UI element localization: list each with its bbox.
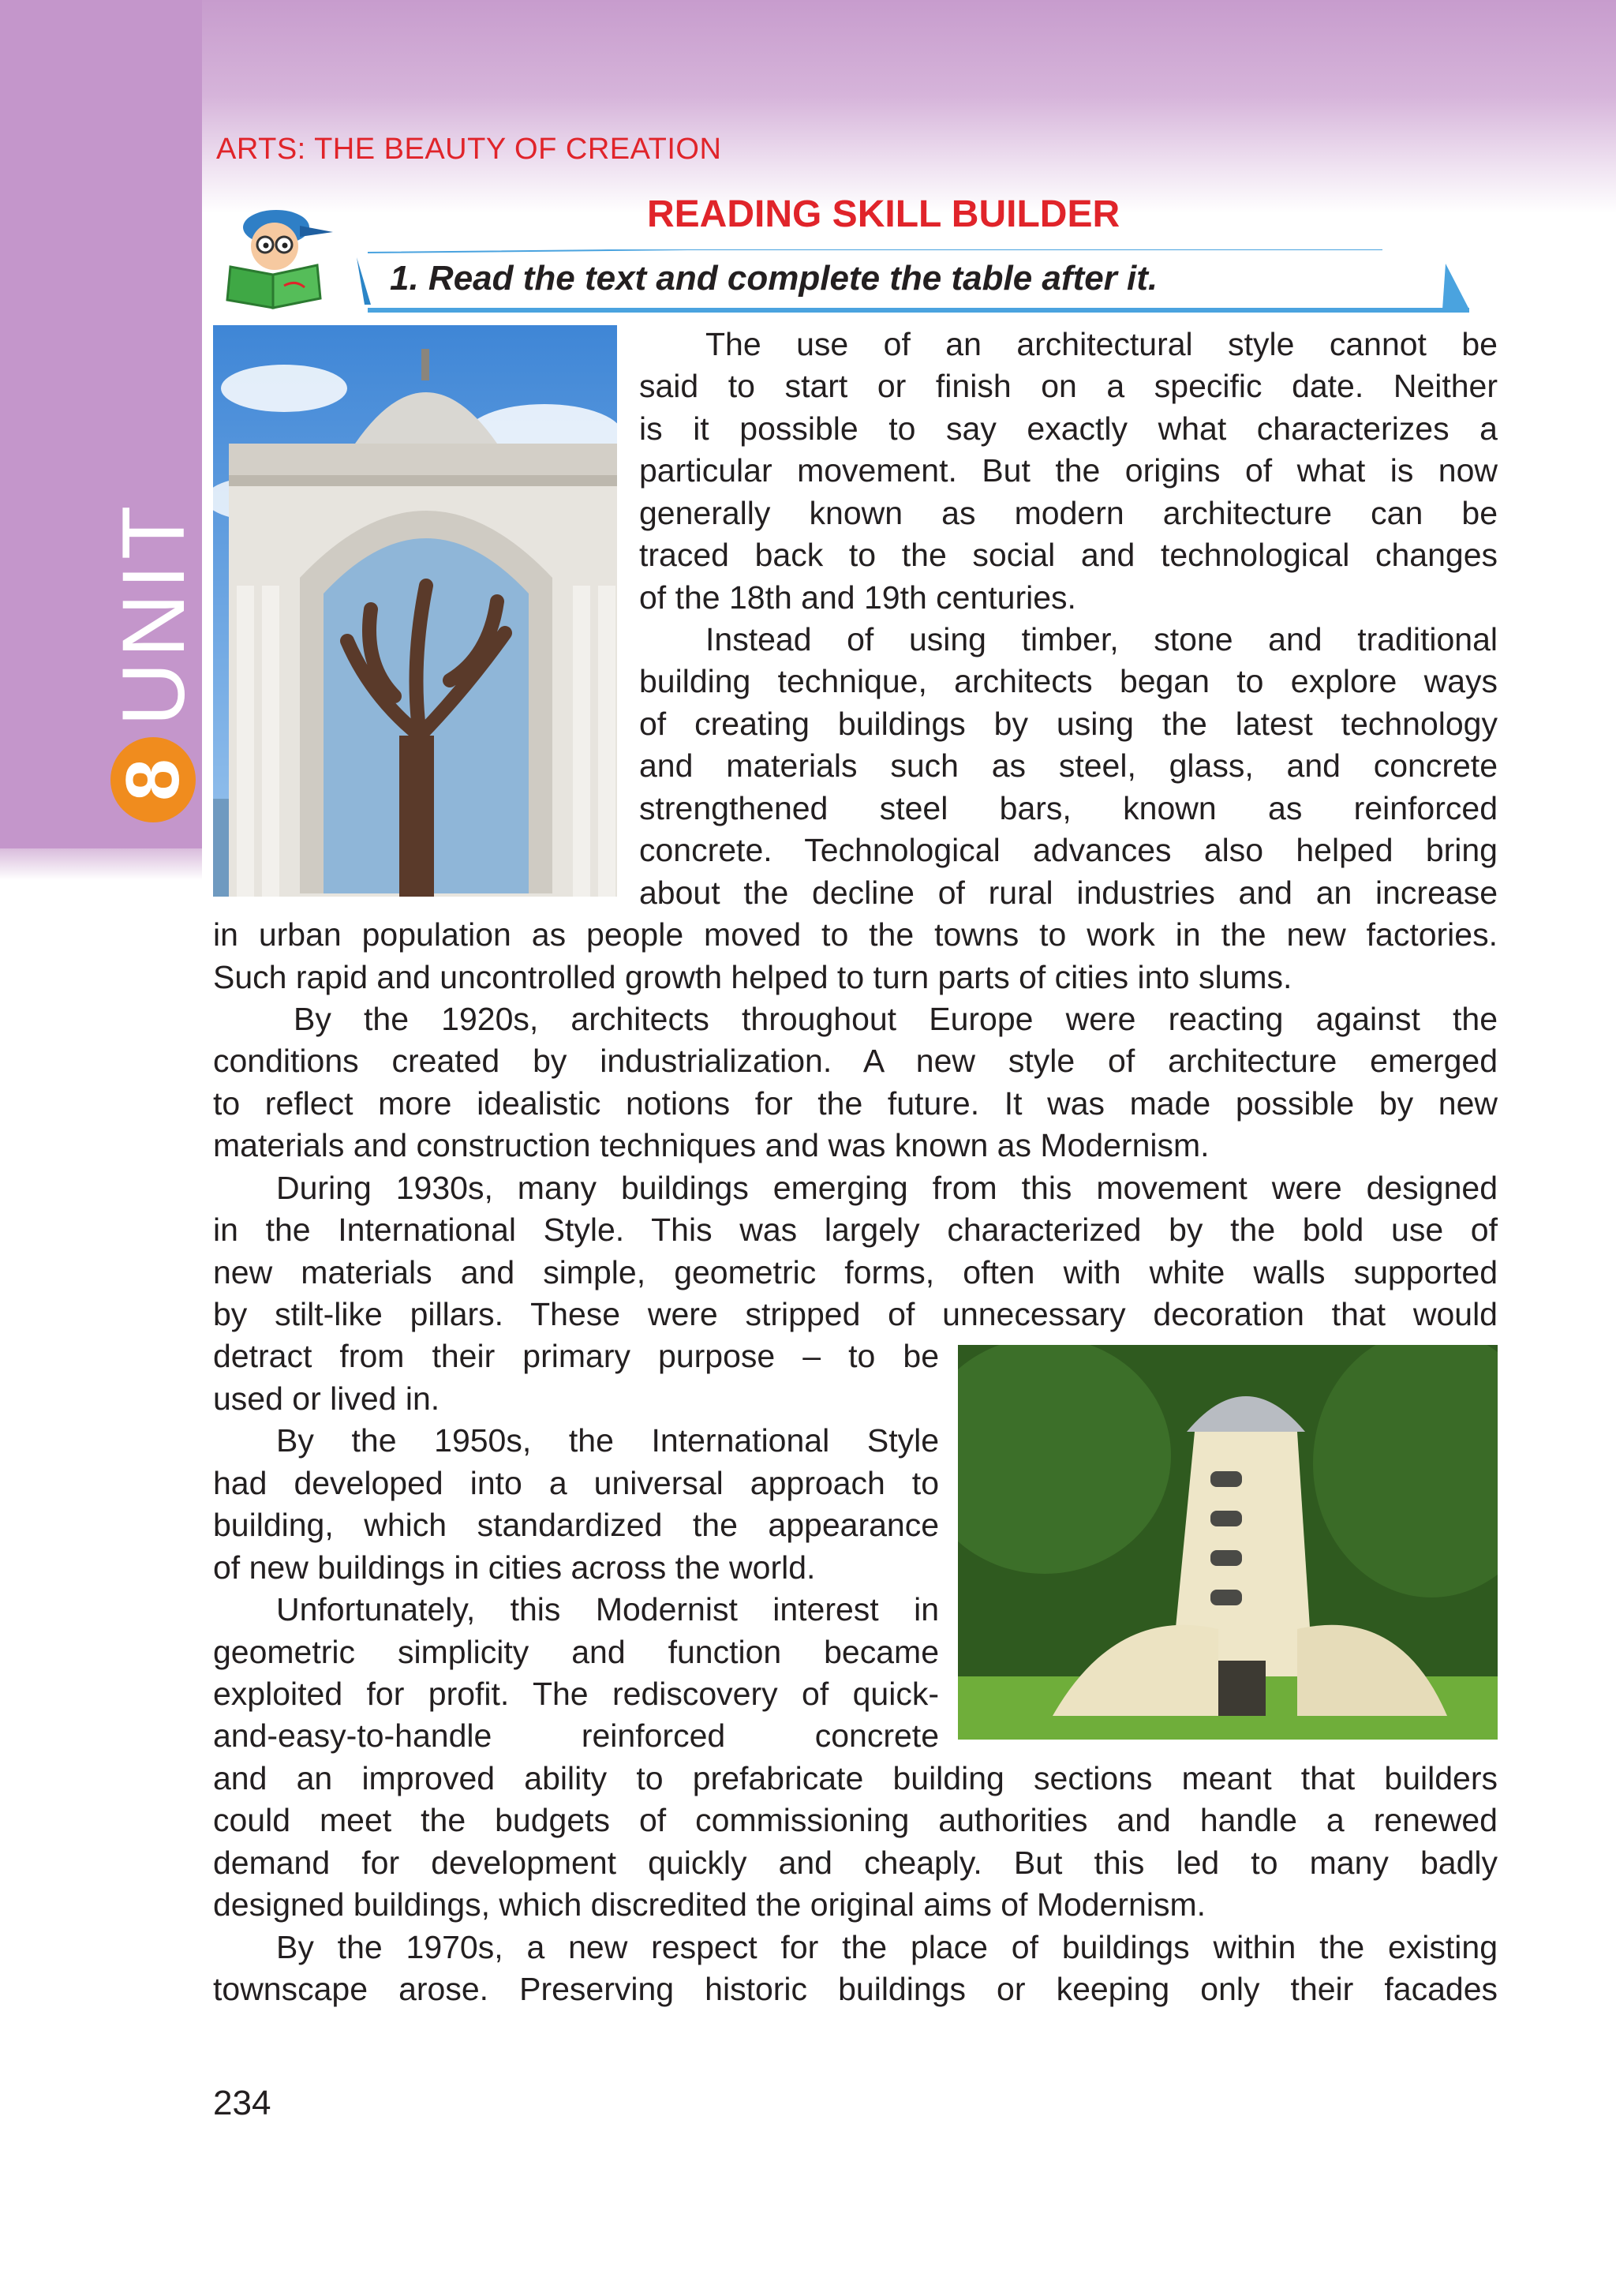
text-line: Unfortunately, this Modernist interest in [276,1591,939,1627]
text-line: detract from their primary purpose – to be [213,1338,939,1374]
unit-side-band-fade [0,848,202,880]
text-line: exploited for profit. The rediscovery of quick- [213,1676,939,1712]
text-line: by stilt-like pillars. These were stripped of unnecessary decoration that would [213,1296,1498,1332]
palace-photo [213,325,617,897]
text-line: concrete. Technological advances also helped bring [639,832,1498,868]
text-line: particular movement. But the origins of what is now [639,452,1498,489]
text-line: building, which standardized the appearance [213,1507,939,1543]
text-line: By the 1920s, architects throughout Europe were reacting against the [294,1001,1498,1037]
text-line: is it possible to say exactly what characterizes a [639,410,1498,447]
text-line: materials and construction techniques and was known as Modernism. [213,1127,1210,1163]
text-line: conditions created by industrialization. A new style of architecture emerged [213,1043,1498,1079]
page-heading: READING SKILL BUILDER [647,193,1120,235]
text-line: By the 1950s, the International Style [276,1422,939,1459]
text-line: generally known as modern architecture can be [639,495,1498,531]
text-line: During 1930s, many buildings emerging from this movement were designed [276,1170,1498,1206]
text-line: had developed into a universal approach to [213,1465,939,1501]
unit-number: 8 [110,737,196,822]
text-line: townscape arose. Preserving historic buildings or keeping only their facades [213,1971,1498,2007]
text-line: of creating buildings by using the latest technology [639,706,1498,742]
text-line: demand for development quickly and cheaply. But this led to many badly [213,1845,1498,1881]
text-line: and an improved ability to prefabricate building sections meant that builders [213,1760,1498,1796]
text-line: designed buildings, which discredited the original aims of Modernism. [213,1886,1206,1923]
text-line: to reflect more idealistic notions for the future. It was made possible by new [213,1085,1498,1122]
text-line: used or lived in. [213,1380,440,1417]
section-title: ARTS: THE BEAUTY OF CREATION [216,133,722,166]
text-line: traced back to the social and technological changes [639,537,1498,573]
observatory-tower-photo [958,1345,1498,1740]
text-line: and-easy-to-handle reinforced concrete [213,1717,939,1754]
reading-boy-icon [207,197,341,316]
task-instruction: 1. Read the text and complete the table after it. [390,259,1158,298]
text-line: could meet the budgets of commissioning authorities and handle a renewed [213,1802,1498,1838]
text-line: The use of an architectural style cannot be [705,326,1498,362]
text-line: about the decline of rural industries and an increase [639,875,1498,911]
text-line: in urban population as people moved to the towns to work in the new factories. [213,916,1498,953]
text-line: of the 18th and 19th centuries. [639,579,1076,616]
unit-label [104,497,203,829]
text-line: Instead of using timber, stone and traditional [705,621,1498,657]
text-line: geometric simplicity and function became [213,1634,939,1670]
header-band [0,0,1616,213]
text-line: Such rapid and uncontrolled growth helped to turn parts of cities into slums. [213,959,1292,995]
unit-word: UNIT [104,500,203,726]
text-line: strengthened steel bars, known as reinforced [639,790,1498,826]
text-line: said to start or finish on a specific date. Neither [639,368,1498,404]
text-line: building technique, architects began to explore ways [639,663,1498,699]
text-line: By the 1970s, a new respect for the place of buildings within the existing [276,1929,1498,1965]
text-line: in the International Style. This was largely characterized by the bold use of [213,1212,1498,1248]
page-number: 234 [213,2084,271,2122]
text-line: new materials and simple, geometric forms, often with white walls supported [213,1254,1498,1290]
text-line: and materials such as steel, glass, and concrete [639,747,1498,784]
text-line: of new buildings in cities across the world. [213,1549,816,1586]
